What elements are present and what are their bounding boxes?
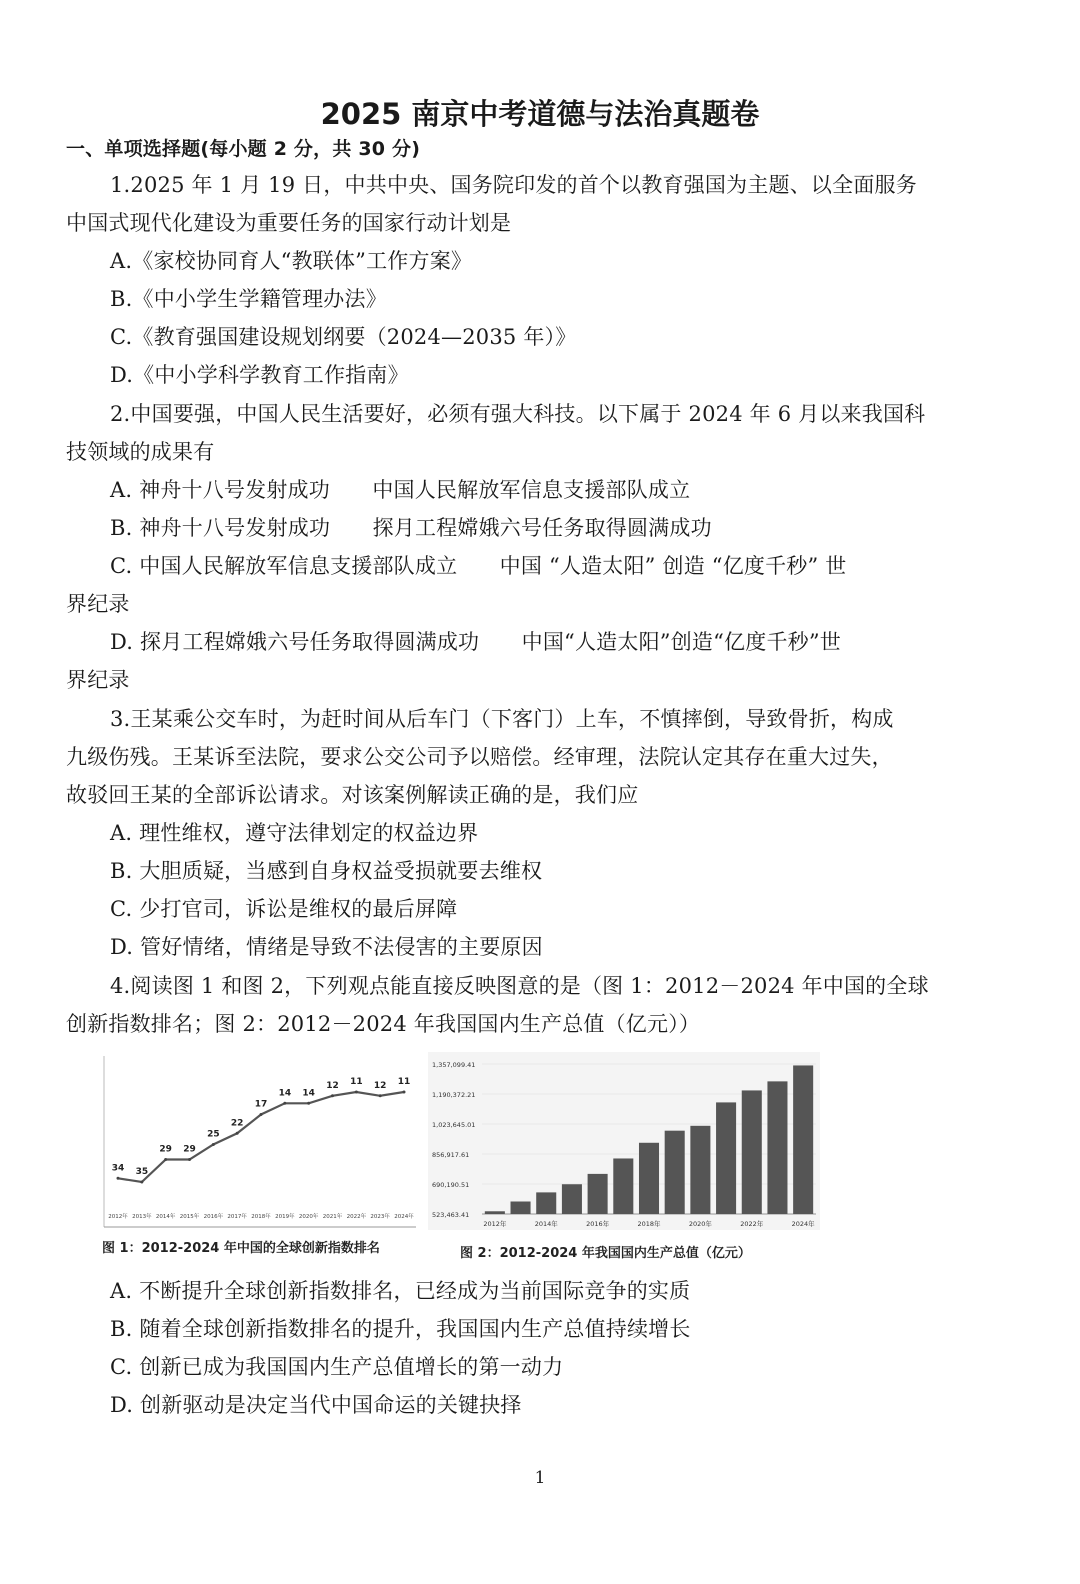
bar	[793, 1065, 813, 1214]
question-4-option-b: B. 随着全球创新指数排名的提升，我国国内生产总值持续增长	[110, 1317, 691, 1341]
data-label: 14	[278, 1088, 292, 1099]
data-label: 12	[373, 1080, 387, 1091]
question-1-option-d: D.《中小学科学教育工作指南》	[110, 363, 409, 387]
data-label: 25	[207, 1129, 220, 1140]
question-1-line-1: 1.2025 年 1 月 19 日，中共中央、国务院印发的首个以教育强国为主题、以全面服务	[110, 173, 917, 197]
data-point	[260, 1113, 263, 1116]
question-4-option-a: A. 不断提升全球创新指数排名，已经成为当前国际竞争的实质	[110, 1279, 691, 1303]
data-point	[307, 1102, 310, 1105]
x-tick-label: 2023年	[370, 1214, 390, 1220]
y-tick-label: 856,917.61	[432, 1151, 470, 1159]
data-label: 22	[230, 1118, 244, 1129]
question-3-option-c: C. 少打官司，诉讼是维权的最后屏障	[110, 897, 458, 921]
x-tick-label: 2012年	[108, 1214, 128, 1220]
bar	[665, 1131, 685, 1214]
question-3-line-2: 九级伤残。王某诉至法院，要求公交公司予以赔偿。经审理，法院认定其存在重大过失，	[66, 745, 893, 769]
x-tick-label: 2018年	[637, 1220, 661, 1228]
x-tick-label: 2020年	[298, 1214, 319, 1220]
x-tick-label: 2015年	[179, 1214, 200, 1220]
question-1-option-b: B.《中小学生学籍管理办法》	[110, 287, 387, 311]
bar	[742, 1090, 762, 1214]
question-1-option-c: C.《教育强国建设规划纲要（2024—2035 年）》	[110, 325, 577, 349]
question-2-option-d-cont: 界纪录	[66, 668, 130, 692]
bar	[639, 1143, 659, 1214]
x-tick-label: 2024年	[394, 1214, 414, 1220]
x-tick-label: 2022年	[740, 1220, 764, 1228]
y-tick-label: 1,190,372.21	[432, 1091, 476, 1099]
x-tick-label: 2012年	[483, 1220, 507, 1228]
x-tick-label: 2014年	[155, 1214, 176, 1220]
data-point	[140, 1181, 143, 1184]
bar	[588, 1174, 608, 1214]
data-label: 29	[183, 1144, 196, 1155]
data-point	[164, 1158, 167, 1161]
page-title: 2025 南京中考道德与法治真题卷	[320, 97, 760, 131]
question-4-line-1: 4.阅读图 1 和图 2，下列观点能直接反映图意的是（图 1：2012－2024 年中国的全球	[110, 974, 929, 998]
figure-1-caption: 图 1：2012-2024 年中国的全球创新指数排名	[102, 1241, 380, 1256]
question-3-option-d: D. 管好情绪，情绪是导致不法侵害的主要原因	[110, 935, 543, 959]
question-3-line-3: 故驳回王某的全部诉讼请求。对该案例解读正确的是，我们应	[66, 783, 639, 807]
x-tick-label: 2016年	[203, 1214, 224, 1220]
y-tick-label: 690,190.51	[432, 1181, 470, 1189]
data-point	[188, 1158, 191, 1161]
y-tick-label: 1,023,645.01	[432, 1121, 476, 1129]
x-tick-label: 2014年	[534, 1220, 558, 1228]
x-tick-label: 2018年	[251, 1214, 271, 1220]
data-point	[331, 1094, 334, 1097]
x-tick-label: 2020年	[688, 1220, 712, 1228]
question-3-option-a: A. 理性维权，遵守法律划定的权益边界	[110, 821, 479, 845]
data-point	[379, 1094, 382, 1097]
bar	[536, 1192, 556, 1214]
x-tick-label: 2021年	[322, 1214, 343, 1220]
data-point	[403, 1091, 406, 1094]
question-4-option-d: D. 创新驱动是决定当代中国命运的关键抉择	[110, 1393, 522, 1417]
question-4-option-c: C. 创新已成为我国国内生产总值增长的第一动力	[110, 1355, 564, 1379]
figure-2-gdp-chart	[428, 1052, 828, 1262]
bar	[511, 1201, 531, 1214]
data-point	[283, 1102, 286, 1105]
question-3-option-b: B. 大胆质疑，当感到自身权益受损就要去维权	[110, 859, 543, 883]
question-2-option-c: C. 中国人民解放军信息支援部队成立 中国 “人造太阳” 创造 “亿度千秒” 世	[110, 554, 847, 578]
data-point	[355, 1091, 358, 1094]
y-tick-label: 1,357,099.41	[432, 1061, 476, 1069]
bar	[485, 1211, 505, 1214]
figure-2-caption: 图 2：2012-2024 年我国国内生产总值（亿元）	[460, 1246, 751, 1261]
data-label: 17	[254, 1099, 268, 1110]
question-2-line-2: 技领域的成果有	[66, 440, 215, 464]
data-label: 11	[397, 1077, 411, 1087]
x-tick-label: 2013年	[132, 1214, 152, 1220]
question-4-line-2: 创新指数排名；图 2：2012－2024 年我国国内生产总值（亿元））	[66, 1012, 701, 1036]
x-tick-label: 2016年	[586, 1220, 610, 1228]
figure-1-innovation-rank-chart	[100, 1052, 420, 1262]
x-tick-label: 2019年	[275, 1214, 295, 1220]
data-point	[117, 1177, 120, 1180]
data-label: 11	[350, 1077, 363, 1087]
y-tick-label: 523,463.41	[432, 1211, 470, 1219]
bar	[562, 1184, 582, 1214]
x-tick-label: 2017年	[227, 1214, 247, 1220]
data-point	[212, 1143, 215, 1146]
data-label: 35	[135, 1167, 149, 1177]
bar	[690, 1126, 710, 1214]
question-2-line-1: 2.中国要强，中国人民生活要好，必须有强大科技。以下属于 2024 年 6 月以来我国科	[110, 402, 926, 426]
question-1-line-2: 中国式现代化建设为重要任务的国家行动计划是	[66, 211, 512, 235]
question-2-option-d: D. 探月工程嫦娥六号任务取得圆满成功 中国“人造太阳”创造“亿度千秒”世	[110, 630, 841, 654]
question-2-option-b: B. 神舟十八号发射成功 探月工程嫦娥六号任务取得圆满成功	[110, 516, 712, 540]
x-tick-label: 2022年	[346, 1214, 367, 1220]
x-tick-label: 2024年	[791, 1220, 815, 1228]
data-label: 34	[111, 1163, 125, 1174]
question-2-option-a: A. 神舟十八号发射成功 中国人民解放军信息支援部队成立	[110, 478, 691, 502]
page-number: 1	[534, 1468, 546, 1488]
bar	[613, 1158, 633, 1214]
bar	[767, 1081, 787, 1214]
question-2-option-c-cont: 界纪录	[66, 592, 130, 616]
data-label: 12	[326, 1080, 339, 1091]
data-label: 29	[159, 1144, 172, 1155]
question-3-line-1: 3.王某乘公交车时，为赶时间从后车门（下客门）上车，不慎摔倒，导致骨折，构成	[110, 707, 894, 731]
bar	[716, 1102, 736, 1214]
data-point	[236, 1132, 239, 1135]
section-heading: 一、单项选择题(每小题 2 分，共 30 分)	[66, 138, 421, 160]
question-1-option-a: A.《家校协同育人“教联体”工作方案》	[110, 249, 473, 273]
data-label: 14	[302, 1088, 315, 1099]
